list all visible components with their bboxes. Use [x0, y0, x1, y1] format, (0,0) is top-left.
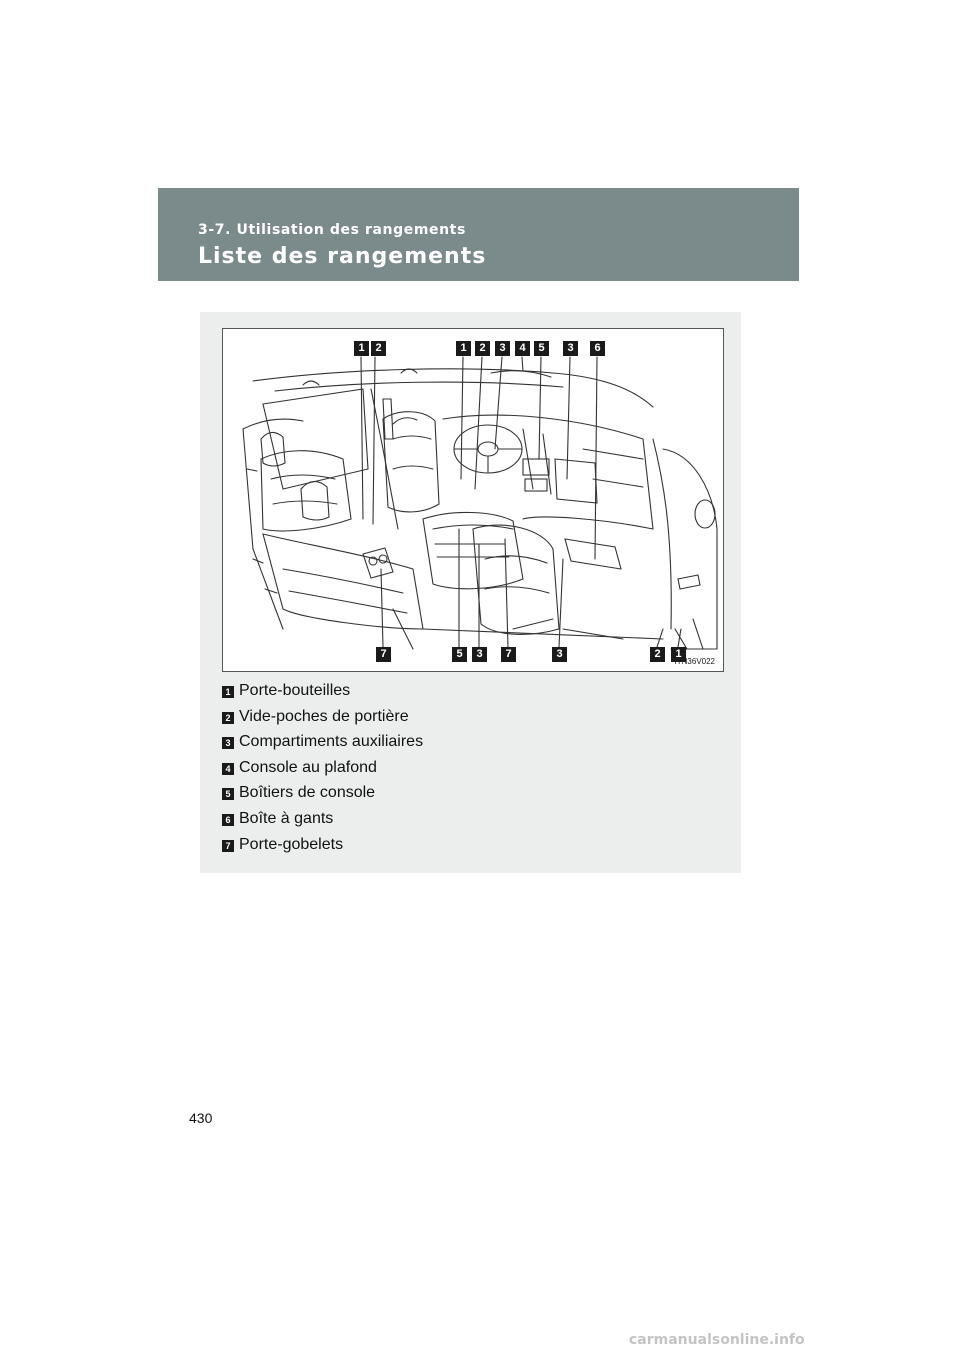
car-interior-drawing	[223, 329, 723, 671]
car-interior-illustration	[222, 328, 724, 672]
callout-badge: 4	[515, 341, 530, 356]
page-number: 430	[189, 1110, 213, 1126]
legend-badge: 6	[222, 814, 234, 826]
watermark: carmanualsonline.info	[629, 1332, 805, 1348]
legend-label: Porte-gobelets	[239, 835, 344, 853]
callout-badge: 7	[376, 647, 391, 662]
callout-badge: 2	[650, 647, 665, 662]
legend-badge: 7	[222, 840, 234, 852]
section-label: 3-7. Utilisation des rangements	[198, 222, 466, 238]
callout-badge: 3	[472, 647, 487, 662]
legend-label: Boîtiers de console	[239, 784, 376, 802]
callout-badge: 6	[590, 341, 605, 356]
legend-label: Compartiments auxiliaires	[239, 733, 424, 751]
legend-badge: 2	[222, 712, 234, 724]
legend-label: Boîte à gants	[239, 809, 334, 827]
legend-label: Console au plafond	[239, 758, 377, 776]
legend-badge: 1	[222, 686, 234, 698]
callout-badge: 1	[354, 341, 369, 356]
callout-badge: 7	[501, 647, 516, 662]
callout-badge: 3	[563, 341, 578, 356]
chapter-header	[158, 188, 799, 281]
legend-badge: 5	[222, 788, 234, 800]
page-title: Liste des rangements	[198, 244, 487, 269]
callout-badge: 2	[371, 341, 386, 356]
callout-badge: 5	[534, 341, 549, 356]
legend-badge: 4	[222, 763, 234, 775]
legend-label: Porte-bouteilles	[239, 682, 351, 699]
callout-badge: 5	[452, 647, 467, 662]
content-panel	[200, 312, 741, 873]
callout-badge: 1	[671, 647, 686, 662]
callout-badge: 3	[495, 341, 510, 356]
figure-code: ITN36V022	[674, 657, 715, 666]
callout-badge: 2	[475, 341, 490, 356]
callout-badge: 3	[552, 647, 567, 662]
legend-badge: 3	[222, 737, 234, 749]
legend-label: Vide-poches de portière	[239, 707, 409, 725]
callout-badge: 1	[456, 341, 471, 356]
